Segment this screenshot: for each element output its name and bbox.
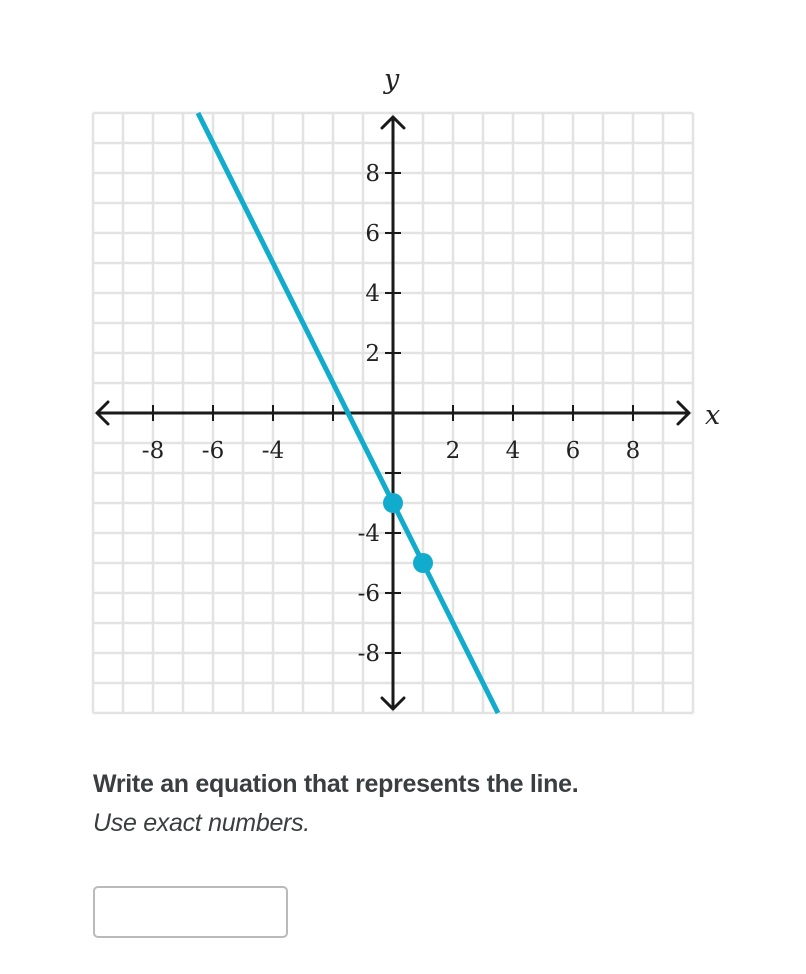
graph-point (413, 553, 433, 573)
answer-input[interactable] (93, 886, 288, 938)
axes (97, 117, 689, 709)
x-tick-label: 2 (445, 438, 461, 464)
question-prompt: Write an equation that represents the line. (93, 770, 579, 798)
x-tick-label: -6 (201, 438, 225, 464)
question-hint: Use exact numbers. (93, 809, 310, 837)
x-tick-label: -8 (141, 438, 165, 464)
y-axis-title: y (384, 64, 400, 95)
y-tick-label: 6 (365, 221, 380, 247)
graph-point (383, 493, 403, 513)
x-tick-label: 6 (565, 438, 581, 464)
y-tick-label: 8 (365, 161, 380, 187)
x-tick-label: 8 (625, 438, 641, 464)
y-tick-label: -8 (357, 641, 380, 667)
y-tick-label: -4 (357, 521, 380, 547)
x-tick-label: 4 (505, 438, 521, 464)
y-tick-label: 4 (365, 281, 380, 307)
y-tick-label: -6 (357, 581, 380, 607)
y-tick-label: 2 (365, 341, 380, 367)
x-axis-title: x (705, 400, 721, 431)
x-tick-label: -4 (261, 438, 285, 464)
